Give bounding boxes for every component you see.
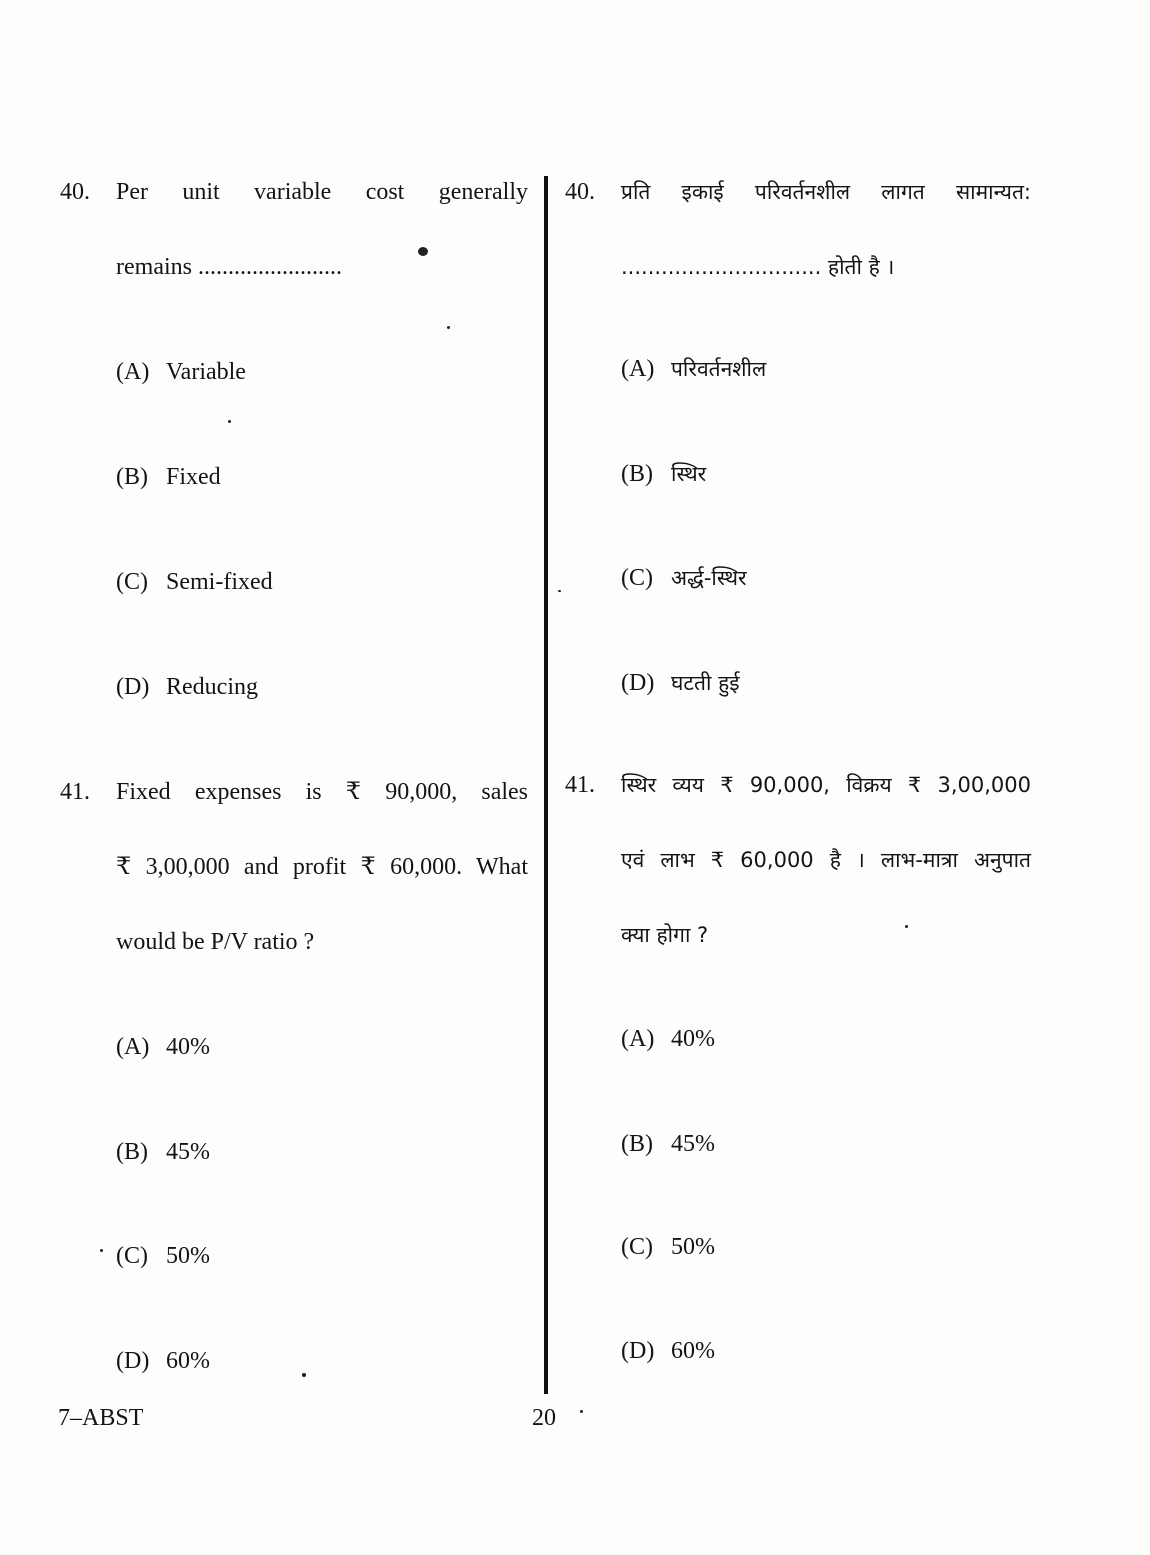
option-letter: (B) bbox=[116, 1139, 148, 1165]
question-number: 40. bbox=[565, 179, 595, 205]
option-c bbox=[621, 563, 747, 593]
page-number: 20 bbox=[532, 1405, 556, 1431]
question-number: 41. bbox=[565, 772, 595, 798]
question-number: 41. bbox=[60, 779, 90, 805]
option-text: 50% bbox=[166, 1243, 210, 1269]
option-letter: (A) bbox=[621, 1026, 655, 1052]
option-letter: (D) bbox=[621, 670, 655, 696]
question-text-line: would be P/V ratio ? bbox=[116, 929, 315, 955]
option-text: परिवर्तनशील bbox=[671, 357, 767, 381]
option-c bbox=[621, 1232, 715, 1262]
option-letter: (C) bbox=[621, 1234, 653, 1260]
option-letter: (C) bbox=[621, 565, 653, 591]
option-text: Variable bbox=[166, 359, 246, 385]
question-text-line: क्या होगा ? bbox=[621, 923, 709, 947]
option-b bbox=[116, 1137, 210, 1167]
column-divider bbox=[544, 176, 548, 1394]
question-text-line: Fixed expenses is ₹ 90,000, sales bbox=[116, 779, 528, 805]
question-text-line: remains ........................ bbox=[116, 254, 342, 280]
option-letter: (C) bbox=[116, 569, 148, 595]
option-b bbox=[116, 462, 221, 492]
option-letter: (B) bbox=[621, 461, 653, 487]
question-text-line: ₹ 3,00,000 and profit ₹ 60,000. What bbox=[116, 854, 528, 880]
option-text: Reducing bbox=[166, 674, 258, 700]
option-letter: (D) bbox=[116, 1348, 150, 1374]
option-letter: (D) bbox=[621, 1338, 655, 1364]
scan-speck bbox=[302, 1373, 306, 1377]
option-letter: (A) bbox=[116, 359, 150, 385]
option-d bbox=[116, 1346, 210, 1376]
option-text: Semi-fixed bbox=[166, 569, 273, 595]
scan-speck bbox=[905, 925, 908, 928]
option-letter: (B) bbox=[116, 464, 148, 490]
option-text: 60% bbox=[671, 1338, 715, 1364]
scan-speck bbox=[228, 420, 231, 423]
option-b bbox=[621, 459, 706, 489]
option-text: 45% bbox=[166, 1139, 210, 1165]
option-a bbox=[621, 1024, 715, 1054]
option-d bbox=[621, 1336, 715, 1366]
scan-speck bbox=[100, 1249, 103, 1252]
option-text: 50% bbox=[671, 1234, 715, 1260]
option-letter: (A) bbox=[116, 1034, 150, 1060]
question-text-line: स्थिर व्यय ₹ 90,000, विक्रय ₹ 3,00,000 bbox=[621, 773, 1031, 797]
option-d bbox=[116, 672, 258, 702]
scan-speck bbox=[447, 326, 450, 329]
option-text: 40% bbox=[671, 1026, 715, 1052]
option-text: 60% bbox=[166, 1348, 210, 1374]
option-c bbox=[116, 1241, 210, 1271]
option-c bbox=[116, 567, 273, 597]
question-number: 40. bbox=[60, 179, 90, 205]
option-text: 40% bbox=[166, 1034, 210, 1060]
option-text: अर्द्ध-स्थिर bbox=[671, 566, 747, 590]
question-text-line: .............................. होती है । bbox=[621, 255, 895, 279]
option-text: घटती हुई bbox=[671, 671, 740, 695]
option-text: Fixed bbox=[166, 464, 221, 490]
paper-code: 7–ABST bbox=[58, 1405, 144, 1431]
option-a bbox=[116, 357, 246, 387]
option-letter: (B) bbox=[621, 1131, 653, 1157]
option-text: स्थिर bbox=[671, 462, 707, 486]
option-d bbox=[621, 668, 740, 698]
option-a bbox=[116, 1032, 210, 1062]
question-text-line: Per unit variable cost generally bbox=[116, 179, 528, 205]
option-letter: (D) bbox=[116, 674, 150, 700]
option-letter: (C) bbox=[116, 1243, 148, 1269]
option-text: 45% bbox=[671, 1131, 715, 1157]
scan-speck bbox=[558, 590, 561, 592]
scan-speck bbox=[418, 247, 428, 256]
option-b bbox=[621, 1129, 715, 1159]
question-text-line: प्रति इकाई परिवर्तनशील लागत सामान्यत: bbox=[621, 180, 1031, 204]
question-text-line: एवं लाभ ₹ 60,000 है । लाभ-मात्रा अनुपात bbox=[621, 848, 1031, 872]
option-letter: (A) bbox=[621, 356, 655, 382]
scan-speck bbox=[580, 1410, 583, 1413]
option-a bbox=[621, 354, 766, 384]
